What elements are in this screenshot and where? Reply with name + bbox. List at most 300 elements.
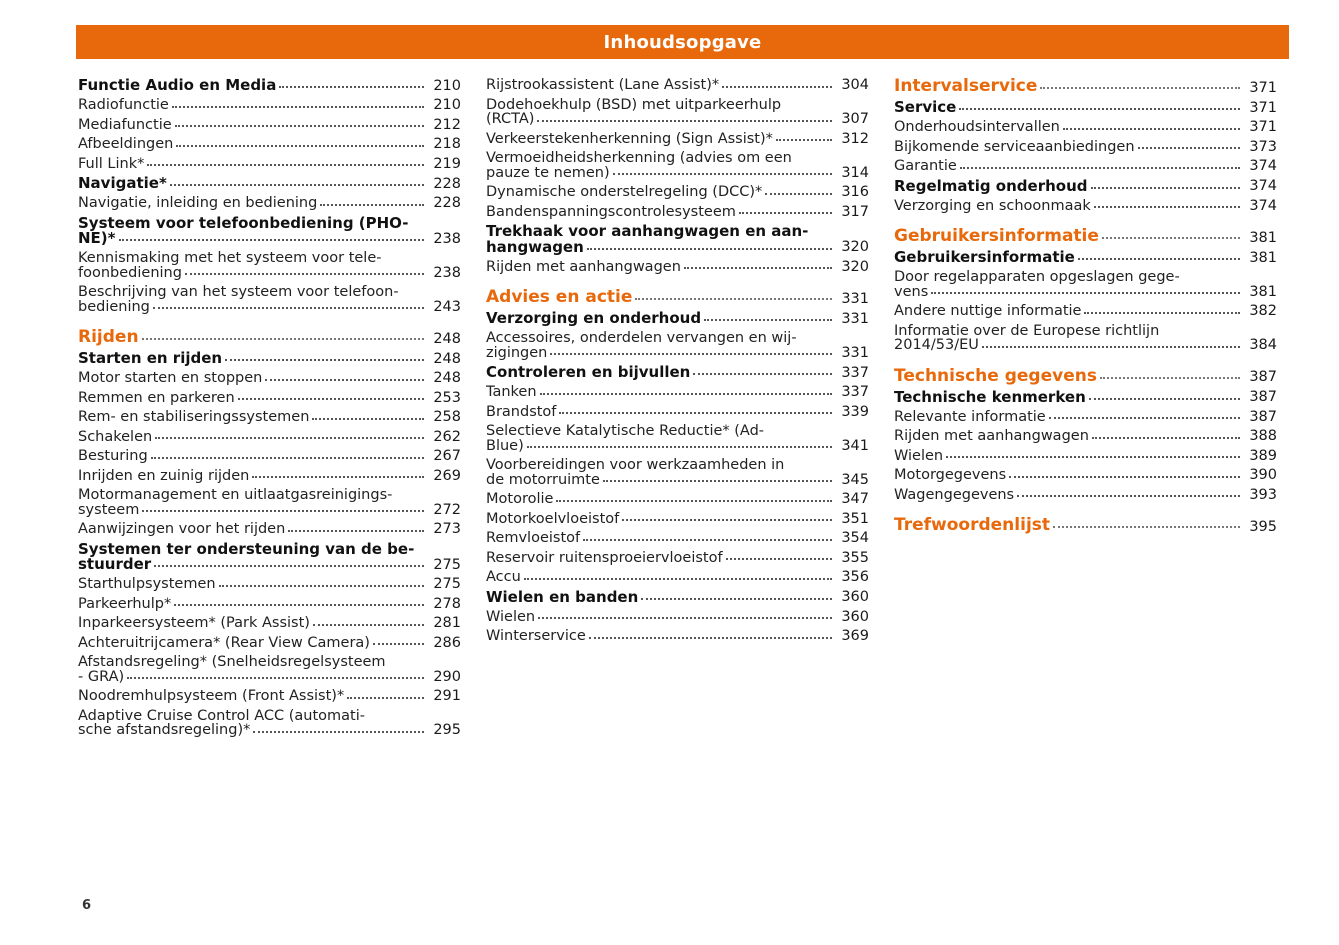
- toc-entry-label: Dodehoekhulp (BSD) met uitparkeerhulp: [486, 96, 782, 113]
- toc-entry[interactable]: [78, 137, 461, 152]
- toc-entry-label-cont: - GRA): [78, 668, 125, 685]
- toc-entry[interactable]: [78, 655, 461, 684]
- toc-entry[interactable]: [78, 539, 461, 573]
- toc-leader-dots: [1049, 416, 1240, 419]
- toc-entry-page: 387: [1249, 408, 1277, 425]
- toc-entry-page: 369: [841, 628, 869, 644]
- toc-entry[interactable]: [78, 709, 461, 738]
- toc-entry[interactable]: [486, 185, 869, 200]
- toc-entry-label: Verzorging en schoonmaak: [894, 197, 1091, 214]
- toc-entry-page: 267: [433, 448, 461, 464]
- toc-entry-label: Functie Audio en Media: [78, 76, 277, 94]
- toc-entry-page: 381: [1249, 249, 1277, 266]
- toc-entry[interactable]: [894, 270, 1277, 299]
- toc-entry[interactable]: [78, 597, 461, 612]
- folio-page-number: 6: [82, 898, 92, 913]
- toc-entry-label: Systemen ter ondersteuning van de be-: [78, 539, 415, 558]
- toc-leader-dots: [726, 557, 832, 560]
- toc-leader-dots: [776, 138, 832, 141]
- toc-entry-label: Rijden met aanhangwagen: [486, 258, 681, 275]
- toc-leader-dots: [959, 107, 1240, 110]
- toc-entry[interactable]: [78, 410, 461, 425]
- toc-entry-label: Andere nuttige informatie: [894, 303, 1082, 319]
- toc-leader-dots: [583, 538, 832, 541]
- toc-entry[interactable]: [78, 391, 461, 406]
- toc-entry[interactable]: [894, 78, 1277, 95]
- toc-entry[interactable]: [78, 351, 461, 366]
- toc-entry[interactable]: [894, 100, 1277, 115]
- toc-entry[interactable]: [894, 176, 1277, 195]
- toc-entry-page: 347: [841, 491, 869, 507]
- toc-leader-dots: [622, 518, 832, 521]
- toc-entry-label: Starthulpsystemen: [78, 576, 216, 592]
- toc-entry-page: 387: [1249, 369, 1277, 385]
- toc-entry[interactable]: [486, 458, 869, 487]
- toc-entry-page: 381: [1249, 229, 1277, 246]
- toc-leader-dots: [1009, 475, 1240, 478]
- toc-entry-page: 243: [433, 298, 461, 315]
- toc-entry-label-cont: pauze te nemen): [486, 164, 610, 181]
- toc-entry-label: Besturing: [78, 448, 148, 464]
- toc-leader-dots: [288, 529, 424, 532]
- toc-entry-page: 228: [433, 175, 461, 192]
- toc-entry[interactable]: [78, 469, 461, 484]
- toc-entry[interactable]: [486, 610, 869, 625]
- toc-column-1: [78, 78, 461, 743]
- toc-entry-page: 374: [1249, 158, 1277, 174]
- toc-entry-label: Dynamische onderstelregeling (DCC)*: [486, 184, 763, 200]
- toc-entry-label: Gebruikersinformatie: [894, 226, 1099, 246]
- toc-entry-page: 269: [433, 467, 461, 484]
- toc-entry-label-cont: zigingen: [486, 344, 548, 361]
- toc-entry[interactable]: [894, 410, 1277, 425]
- toc-entry-page: 218: [433, 136, 461, 152]
- toc-entry-page: 286: [433, 634, 461, 651]
- toc-entry-page: 304: [841, 77, 869, 93]
- toc-entry[interactable]: [894, 468, 1277, 483]
- toc-entry[interactable]: [486, 205, 869, 220]
- toc-entry-label: Rem- en stabiliseringssystemen: [78, 409, 310, 425]
- toc-entry[interactable]: [78, 636, 461, 651]
- toc-leader-dots: [946, 455, 1240, 458]
- toc-entry-label: Advies en actie: [486, 287, 633, 307]
- toc-entry-page: 248: [433, 370, 461, 386]
- toc-leader-dots: [613, 172, 832, 175]
- toc-entry-label: Technische kenmerken: [894, 387, 1086, 406]
- toc-entry-label: Adaptive Cruise Control ACC (automati-: [78, 707, 365, 724]
- toc-entry[interactable]: [894, 517, 1277, 534]
- toc-entry-page: 238: [433, 264, 461, 281]
- toc-entry[interactable]: [486, 289, 869, 306]
- toc-leader-dots: [527, 445, 832, 448]
- toc-entry-label: Intervalservice: [894, 76, 1038, 96]
- toc-entry-label: Rijden: [78, 327, 139, 347]
- toc-entry-label: Brandstof: [486, 403, 557, 420]
- toc-leader-dots: [635, 297, 832, 300]
- toc-entry[interactable]: [486, 151, 869, 180]
- toc-entry[interactable]: [78, 577, 461, 592]
- toc-leader-dots: [153, 306, 424, 309]
- toc-leader-dots: [1078, 257, 1240, 260]
- toc-entry-page: 331: [841, 290, 869, 307]
- toc-leader-dots: [1092, 436, 1240, 439]
- toc-column-3: [894, 78, 1277, 743]
- toc-entry-label: Inparkeersysteem* (Park Assist): [78, 615, 310, 631]
- toc-entry-label-cont: bediening: [78, 298, 150, 315]
- toc-entry-label-cont: systeem: [78, 501, 140, 518]
- toc-entry-page: 228: [433, 195, 461, 211]
- toc-entry-label: Voorbereidingen voor werkzaamheden in: [486, 457, 785, 473]
- toc-entry-label: Achteruitrijcamera* (Rear View Camera): [78, 634, 370, 651]
- toc-entry[interactable]: [894, 199, 1277, 214]
- toc-entry-label-cont: sche afstandsregeling)*: [78, 722, 251, 738]
- toc-entry-page: 219: [433, 155, 461, 172]
- toc-entry-page: 262: [433, 428, 461, 445]
- toc-entry-label: Garantie: [894, 158, 957, 174]
- toc-entry-label: Controleren en bijvullen: [486, 363, 691, 381]
- toc-entry-label: Parkeerhulp*: [78, 595, 172, 612]
- toc-entry-label: Noodremhulpsysteem (Front Assist)*: [78, 688, 345, 704]
- toc-entry-page: 371: [1249, 99, 1277, 116]
- toc-leader-dots: [147, 163, 424, 166]
- toc-entry-page: 331: [841, 344, 869, 361]
- toc-entry-page: 374: [1249, 178, 1277, 194]
- toc-leader-dots: [538, 616, 832, 619]
- toc-leader-dots: [185, 272, 424, 275]
- toc-column-2: [486, 78, 869, 743]
- toc-entry-label: Door regelapparaten opgeslagen gege-: [894, 269, 1180, 285]
- toc-leader-dots: [252, 475, 424, 478]
- toc-entry[interactable]: [486, 385, 869, 400]
- toc-leader-dots: [142, 337, 424, 340]
- toc-leader-dots: [219, 584, 424, 587]
- toc-entry-page: 210: [433, 77, 461, 94]
- toc-entry-label: Bandenspanningscontrolesysteem: [486, 203, 736, 220]
- toc-leader-dots: [540, 392, 832, 395]
- toc-entry-label: Systeem voor telefoonbediening (PHO-: [78, 213, 409, 232]
- toc-entry[interactable]: [486, 405, 869, 420]
- toc-entry-page: 331: [841, 310, 869, 327]
- toc-entry-label: Wielen: [486, 608, 536, 625]
- toc-entry-label: Motorkoelvloeistof: [486, 510, 620, 527]
- toc-entry-page: 295: [433, 722, 461, 738]
- toc-entry[interactable]: [486, 260, 869, 275]
- toc-entry[interactable]: [486, 98, 869, 127]
- toc-leader-dots: [765, 192, 832, 195]
- toc-entry[interactable]: [486, 512, 869, 527]
- toc-entry[interactable]: [78, 157, 461, 172]
- toc-entry-label-cont: de motorruimte: [486, 471, 600, 488]
- toc-leader-dots: [373, 642, 424, 645]
- toc-leader-dots: [265, 378, 424, 381]
- toc-entry-label: Motorgegevens: [894, 467, 1007, 483]
- toc-leader-dots: [320, 203, 424, 206]
- toc-entry-label: Wielen en banden: [486, 587, 639, 606]
- toc-leader-dots: [154, 564, 424, 567]
- toc-entry-label-cont: vens: [894, 283, 929, 300]
- toc-entry-page: 387: [1249, 389, 1277, 405]
- toc-leader-dots: [172, 105, 424, 108]
- toc-entry-page: 395: [1249, 518, 1277, 535]
- toc-entry-label: Vermoeidheidsherkenning (advies om een: [486, 150, 792, 166]
- toc-leader-dots: [119, 238, 425, 241]
- toc-entry[interactable]: [78, 522, 461, 537]
- toc-leader-dots: [960, 166, 1240, 169]
- toc-entry-page: 272: [433, 501, 461, 518]
- toc-entry[interactable]: [486, 570, 869, 585]
- toc-entry[interactable]: [78, 285, 461, 314]
- toc-entry[interactable]: [486, 551, 869, 566]
- toc-leader-dots: [684, 266, 832, 269]
- toc-entry[interactable]: [78, 449, 461, 464]
- toc-leader-dots: [279, 85, 424, 88]
- toc-entry-label: Relevante informatie: [894, 408, 1046, 425]
- page-title: Inhoudsopgave: [76, 25, 1289, 59]
- toc-entry-page: 253: [433, 389, 461, 406]
- toc-entry-page: 238: [433, 230, 461, 247]
- toc-entry[interactable]: [486, 587, 869, 606]
- toc-entry-page: 212: [433, 116, 461, 133]
- toc-entry-label: Wagengegevens: [894, 486, 1015, 503]
- toc-entry-page: 384: [1249, 337, 1277, 353]
- toc-leader-dots: [1100, 376, 1240, 379]
- toc-leader-dots: [174, 603, 424, 606]
- toc-entry-page: 337: [841, 364, 869, 381]
- toc-leader-dots: [603, 479, 832, 482]
- toc-entry[interactable]: [78, 329, 461, 346]
- toc-entry-page: 312: [841, 130, 869, 147]
- toc-leader-dots: [1094, 205, 1240, 208]
- toc-entry-page: 354: [841, 530, 869, 546]
- toc-entry-page: 360: [841, 608, 869, 625]
- toc-entry-label: Radiofunctie: [78, 97, 169, 113]
- toc-leader-dots: [313, 623, 424, 626]
- toc-entry[interactable]: [78, 430, 461, 445]
- toc-leader-dots: [1053, 525, 1240, 528]
- toc-entry[interactable]: [78, 213, 461, 247]
- toc-leader-dots: [170, 183, 424, 186]
- toc-entry-label: Accu: [486, 569, 521, 585]
- toc-entry-page: 281: [433, 615, 461, 631]
- toc-leader-dots: [1091, 186, 1241, 189]
- toc-entry[interactable]: [894, 449, 1277, 464]
- toc-entry[interactable]: [486, 132, 869, 147]
- toc-entry[interactable]: [894, 120, 1277, 135]
- toc-leader-dots: [1089, 397, 1240, 400]
- toc-entry-label-cont: foonbediening: [78, 264, 182, 281]
- toc-entry-page: 339: [841, 403, 869, 420]
- toc-entry-page: 307: [841, 111, 869, 127]
- toc-entry-label-cont: (RCTA): [486, 111, 535, 127]
- document-page: [50, 10, 1289, 935]
- toc-entry-label: Wielen: [894, 447, 944, 464]
- toc-entry[interactable]: [78, 616, 461, 631]
- toc-columns: [78, 78, 1289, 743]
- toc-leader-dots: [537, 119, 832, 122]
- toc-entry-label: Rijden met aanhangwagen: [894, 428, 1089, 444]
- toc-entry[interactable]: [78, 98, 461, 113]
- toc-entry-page: 258: [433, 409, 461, 425]
- toc-entry-page: 382: [1249, 303, 1277, 319]
- toc-entry[interactable]: [78, 371, 461, 386]
- toc-entry-label: Trefwoordenlijst: [894, 515, 1051, 535]
- toc-entry[interactable]: [894, 250, 1277, 265]
- toc-leader-dots: [1102, 236, 1240, 239]
- toc-entry[interactable]: [894, 324, 1277, 353]
- toc-entry-label: Onderhoudsintervallen: [894, 119, 1060, 135]
- toc-leader-dots: [1084, 311, 1240, 314]
- toc-entry[interactable]: [486, 331, 869, 360]
- toc-entry-page: 337: [841, 384, 869, 400]
- toc-leader-dots: [931, 291, 1240, 294]
- toc-entry-label: Informatie over de Europese richtlijn: [894, 322, 1160, 339]
- toc-entry-page: 371: [1249, 79, 1277, 96]
- toc-leader-dots: [127, 676, 424, 679]
- toc-entry-label-cont: 2014/53/EU: [894, 337, 979, 353]
- toc-entry[interactable]: [894, 387, 1277, 406]
- toc-entry-label: Gebruikersinformatie: [894, 248, 1075, 266]
- toc-entry[interactable]: [894, 140, 1277, 155]
- toc-leader-dots: [1017, 494, 1240, 497]
- toc-entry-page: 320: [841, 258, 869, 275]
- toc-entry-label: Inrijden en zuinig rijden: [78, 467, 250, 484]
- toc-entry[interactable]: [486, 224, 869, 255]
- toc-entry-label: Beschrijving van het systeem voor telefoon-: [78, 284, 399, 300]
- toc-leader-dots: [556, 499, 832, 502]
- toc-entry-label-cont: NE)*: [78, 229, 116, 247]
- toc-leader-dots: [589, 636, 832, 639]
- toc-entry-label: Bijkomende serviceaanbiedingen: [894, 138, 1135, 155]
- toc-entry[interactable]: [894, 159, 1277, 174]
- toc-entry-label: Mediafunctie: [78, 116, 172, 133]
- toc-entry[interactable]: [78, 118, 461, 133]
- toc-entry-label: Remmen en parkeren: [78, 389, 235, 406]
- toc-entry-label: Technische gegevens: [894, 365, 1097, 386]
- toc-entry[interactable]: [78, 196, 461, 211]
- toc-entry[interactable]: [78, 488, 461, 517]
- toc-leader-dots: [175, 124, 424, 127]
- toc-entry-label: Kennismaking met het systeem voor tele-: [78, 250, 382, 266]
- toc-leader-dots: [225, 358, 424, 361]
- toc-entry-label: Motormanagement en uitlaatgasreinigings-: [78, 487, 393, 503]
- toc-leader-dots: [1138, 146, 1240, 149]
- toc-entry[interactable]: [486, 365, 869, 380]
- toc-entry[interactable]: [894, 488, 1277, 503]
- toc-entry-page: 355: [841, 549, 869, 566]
- toc-entry-page: 278: [433, 595, 461, 612]
- toc-entry-page: 275: [433, 556, 461, 573]
- toc-entry-label: Starten en rijden: [78, 349, 223, 367]
- toc-entry[interactable]: [486, 78, 869, 93]
- toc-entry-label: Regelmatig onderhoud: [894, 176, 1088, 195]
- toc-entry-page: 373: [1249, 138, 1277, 155]
- toc-entry-label: Rijstrookassistent (Lane Assist)*: [486, 77, 720, 93]
- toc-entry-label-cont: Blue): [486, 437, 524, 454]
- toc-entry-page: 360: [841, 589, 869, 605]
- toc-entry-page: 314: [841, 164, 869, 181]
- toc-leader-dots: [312, 417, 424, 420]
- toc-leader-dots: [347, 696, 424, 699]
- toc-leader-dots: [587, 247, 832, 250]
- toc-entry[interactable]: [894, 429, 1277, 444]
- toc-leader-dots: [253, 730, 424, 733]
- toc-entry-label: Reservoir ruitensproeiervloeistof: [486, 549, 723, 566]
- toc-leader-dots: [176, 144, 424, 147]
- toc-entry-label: Tanken: [486, 384, 537, 400]
- toc-entry-label: Remvloeistof: [486, 530, 581, 546]
- toc-entry[interactable]: [78, 78, 461, 93]
- toc-entry[interactable]: [486, 492, 869, 507]
- toc-entry-page: 356: [841, 569, 869, 585]
- toc-entry-page: 390: [1249, 467, 1277, 483]
- toc-entry-label: Motor starten en stoppen: [78, 370, 263, 386]
- toc-entry-page: 345: [841, 471, 869, 488]
- toc-leader-dots: [641, 597, 832, 600]
- toc-entry-label: Trekhaak voor aanhangwagen en aan-: [486, 222, 809, 240]
- toc-leader-dots: [524, 577, 832, 580]
- toc-entry[interactable]: [486, 531, 869, 546]
- toc-leader-dots: [559, 411, 832, 414]
- toc-entry[interactable]: [78, 689, 461, 704]
- toc-entry-page: 316: [841, 184, 869, 200]
- toc-entry-page: 320: [841, 239, 869, 255]
- toc-entry-page: 374: [1249, 197, 1277, 214]
- toc-entry-label: Full Link*: [78, 155, 145, 172]
- toc-entry-label: Service: [894, 98, 957, 116]
- toc-entry[interactable]: [894, 228, 1277, 245]
- toc-entry-page: 273: [433, 521, 461, 537]
- toc-entry-label: Navigatie*: [78, 174, 167, 192]
- toc-entry-label: Afstandsregeling* (Snelheidsregelsysteem: [78, 654, 386, 670]
- toc-entry[interactable]: [894, 304, 1277, 319]
- toc-entry-label: Verkeerstekenherkenning (Sign Assist)*: [486, 130, 773, 147]
- toc-entry-label: Accessoires, onderdelen vervangen en wij-: [486, 330, 797, 346]
- toc-entry-page: 381: [1249, 283, 1277, 300]
- toc-entry-page: 393: [1249, 486, 1277, 503]
- toc-entry-page: 341: [841, 437, 869, 454]
- toc-entry-page: 275: [433, 576, 461, 592]
- toc-entry-page: 291: [433, 688, 461, 704]
- toc-leader-dots: [155, 436, 424, 439]
- toc-entry[interactable]: [486, 629, 869, 644]
- toc-entry-label: Navigatie, inleiding en bediening: [78, 195, 318, 211]
- toc-entry[interactable]: [78, 251, 461, 280]
- toc-entry-label: Aanwijzingen voor het rijden: [78, 521, 286, 537]
- toc-entry-label: Verzorging en onderhoud: [486, 309, 702, 327]
- toc-entry-page: 371: [1249, 119, 1277, 135]
- toc-entry-label: Motorolie: [486, 491, 554, 507]
- toc-leader-dots: [142, 509, 424, 512]
- toc-entry-label: Afbeeldingen: [78, 136, 174, 152]
- toc-entry-label: Winterservice: [486, 628, 586, 644]
- toc-leader-dots: [238, 397, 424, 400]
- toc-entry[interactable]: [894, 365, 1277, 386]
- toc-entry-page: 210: [433, 97, 461, 113]
- toc-entry-label-cont: stuurder: [78, 555, 152, 573]
- toc-leader-dots: [550, 352, 832, 355]
- toc-entry-page: 351: [841, 510, 869, 527]
- toc-entry-page: 248: [433, 330, 461, 347]
- toc-entry-page: 290: [433, 668, 461, 685]
- toc-entry-page: 317: [841, 203, 869, 220]
- toc-entry-label: Schakelen: [78, 428, 153, 445]
- toc-entry[interactable]: [486, 424, 869, 453]
- toc-entry-label: Selectieve Katalytische Reductie* (Ad-: [486, 423, 765, 439]
- toc-entry[interactable]: [78, 176, 461, 191]
- toc-leader-dots: [982, 345, 1240, 348]
- toc-entry-page: 389: [1249, 447, 1277, 464]
- toc-entry[interactable]: [486, 311, 869, 326]
